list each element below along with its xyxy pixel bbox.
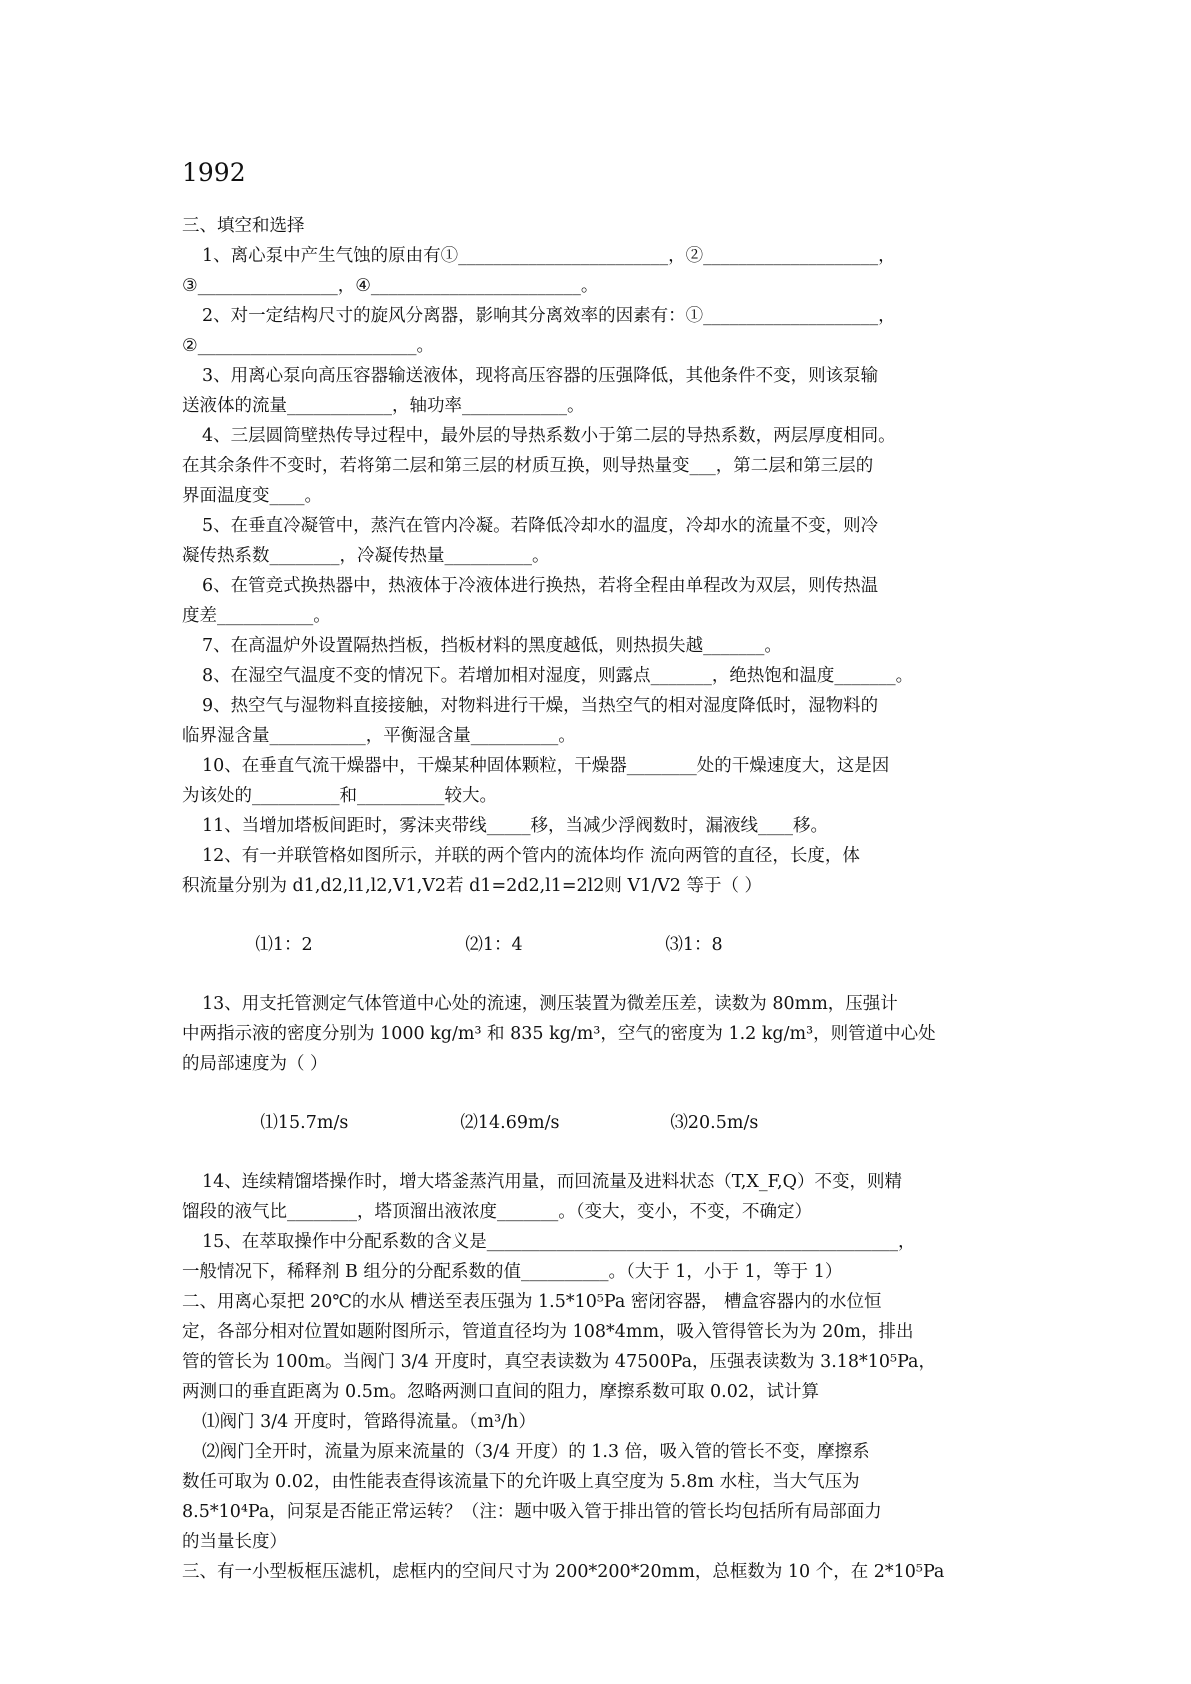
problem-2-sub-2-line-1: ⑵阀门全开时，流量为原来流量的（3/4 开度）的 1.3 倍，吸入管的管长不变，摩擦系 <box>202 1442 870 1462</box>
option-2: ⑵1：4 <box>465 935 523 955</box>
question-12-line-1: 12、有一并联管格如图所示，并联的两个管内的流体均作 流向两管的直径，长度，体 <box>202 846 860 866</box>
question-12-line-2: 积流量分别为 d1,d2,l1,l2,V1,V2若 d1=2d2,l1=2l2则 V1/V2 等于（ ） <box>182 876 763 896</box>
option-1: ⑴15.7m/s <box>260 1113 349 1133</box>
exam-content <box>182 212 1016 1588</box>
question-11: 11、当增加塔板间距时，雾沫夹带线_____移，当减少浮阀数时，漏液线____移。 <box>202 816 829 836</box>
question-10-line-2: 为该处的__________和__________较大。 <box>182 786 497 806</box>
question-13-line-3: 的局部速度为（ ） <box>182 1054 328 1074</box>
option-1: ⑴1：2 <box>255 935 313 955</box>
question-9-line-2: 临界湿含量___________，平衡湿含量__________。 <box>182 726 576 746</box>
question-13-line-2: 中两指示液的密度分别为 1000 kg/m³ 和 835 kg/m³，空气的密度为 1.2 kg/m³，则管道中心处 <box>182 1024 936 1044</box>
problem-2-line-1: 二、用离心泵把 20℃的水从 槽送至表压强为 1.5*10⁵Pa 密闭容器， 槽盒容器内的水位恒 <box>182 1292 882 1312</box>
question-9-line-1: 9、热空气与湿物料直接接触，对物料进行干燥，当热空气的相对湿度降低时，湿物料的 <box>202 696 879 716</box>
question-6-line-1: 6、在管竞式换热器中，热液体于冷液体进行换热，若将全程由单程改为双层，则传热温 <box>202 576 879 596</box>
problem-3-line-1: 三、有一小型板框压滤机，虑框内的空间尺寸为 200*200*20mm，总框数为 10 个，在 2*10⁵Pa <box>182 1562 945 1582</box>
question-14-line-1: 14、连续精馏塔操作时，增大塔釜蒸汽用量，而回流量及进料状态（T,X_F,Q）不变，则精 <box>202 1172 902 1192</box>
question-5-line-1: 5、在垂直冷凝管中，蒸汽在管内冷凝。若降低冷却水的温度，冷却水的流量不变，则冷 <box>202 516 879 536</box>
question-13-options <box>182 1080 1016 1167</box>
problem-2-sub-1: ⑴阀门 3/4 开度时，管路得流量。（m³/h） <box>202 1412 536 1432</box>
section-header: 三、填空和选择 <box>182 216 305 236</box>
question-5-line-2: 凝传热系数________，冷凝传热量__________。 <box>182 546 550 566</box>
option-2: ⑵14.69m/s <box>460 1113 560 1133</box>
question-7: 7、在高温炉外设置隔热挡板，挡板材料的黑度越低，则热损失越_______。 <box>202 636 782 656</box>
question-14-line-2: 馏段的液气比________，塔顶溜出液浓度_______。（变大，变小，不变，不确定） <box>182 1202 812 1222</box>
option-3: ⑶1：8 <box>665 935 723 955</box>
question-15-line-1: 15、在萃取操作中分配系数的含义是_______________________________________________， <box>202 1232 916 1252</box>
problem-2-sub-2-line-4: 的当量长度） <box>182 1532 287 1552</box>
problem-2-line-2: 定，各部分相对位置如题附图所示，管道直径均为 108*4mm，吸入管得管长为为 20m，排出 <box>182 1322 914 1342</box>
question-4-line-1: 4、三层圆筒壁热传导过程中，最外层的导热系数小于第二层的导热系数，两层厚度相同。 <box>202 426 896 446</box>
question-2-line-1: 2、对一定结构尺寸的旋风分离器，影响其分离效率的因素有：①____________________， <box>202 306 896 326</box>
problem-2-line-4: 两测口的垂直距离为 0.5m。忽略两测口直间的阻力，摩擦系数可取 0.02，试计算 <box>182 1382 820 1402</box>
question-12-options <box>182 902 1016 989</box>
question-1-line-2: ③________________，④________________________。 <box>182 276 599 296</box>
problem-2-sub-2-line-3: 8.5*10⁴Pa，问泵是否能正常运转？（注：题中吸入管于排出管的管长均包括所有局部面力 <box>182 1502 882 1522</box>
question-2-line-2: ②_________________________。 <box>182 336 434 356</box>
question-13-line-1: 13、用支托管测定气体管道中心处的流速，测压装置为微差压差，读数为 80mm，压强计 <box>202 994 898 1014</box>
question-3-line-2: 送液体的流量____________，轴功率____________。 <box>182 396 585 416</box>
exam-year: 1992 <box>182 158 246 187</box>
problem-2-line-3: 管的管长为 100m。当阀门 3/4 开度时，真空表读数为 47500Pa，压强表读数为 3.18*10⁵Pa， <box>182 1352 936 1372</box>
question-4-line-3: 界面温度变____。 <box>182 486 322 506</box>
question-10-line-1: 10、在垂直气流干燥器中，干燥某种固体颗粒，干燥器________处的干燥速度大，这是因 <box>202 756 890 776</box>
question-3-line-1: 3、用离心泵向高压容器输送液体，现将高压容器的压强降低，其他条件不变，则该泵输 <box>202 366 879 386</box>
option-3: ⑶20.5m/s <box>670 1113 759 1133</box>
problem-2-sub-2-line-2: 数任可取为 0.02，由性能表查得该流量下的允许吸上真空度为 5.8m 水柱，当大气压为 <box>182 1472 860 1492</box>
question-6-line-2: 度差___________。 <box>182 606 331 626</box>
question-4-line-2: 在其余条件不变时，若将第二层和第三层的材质互换，则导热量变___，第二层和第三层的 <box>182 456 874 476</box>
question-8: 8、在湿空气温度不变的情况下。若增加相对湿度，则露点_______，绝热饱和温度_______。 <box>202 666 914 686</box>
question-1-line-1: 1、离心泵中产生气蚀的原由有①________________________，②____________________， <box>202 246 896 266</box>
question-15-line-2: 一般情况下，稀释剂 B 组分的分配系数的值__________。（大于 1，小于 1，等于 1） <box>182 1262 843 1282</box>
